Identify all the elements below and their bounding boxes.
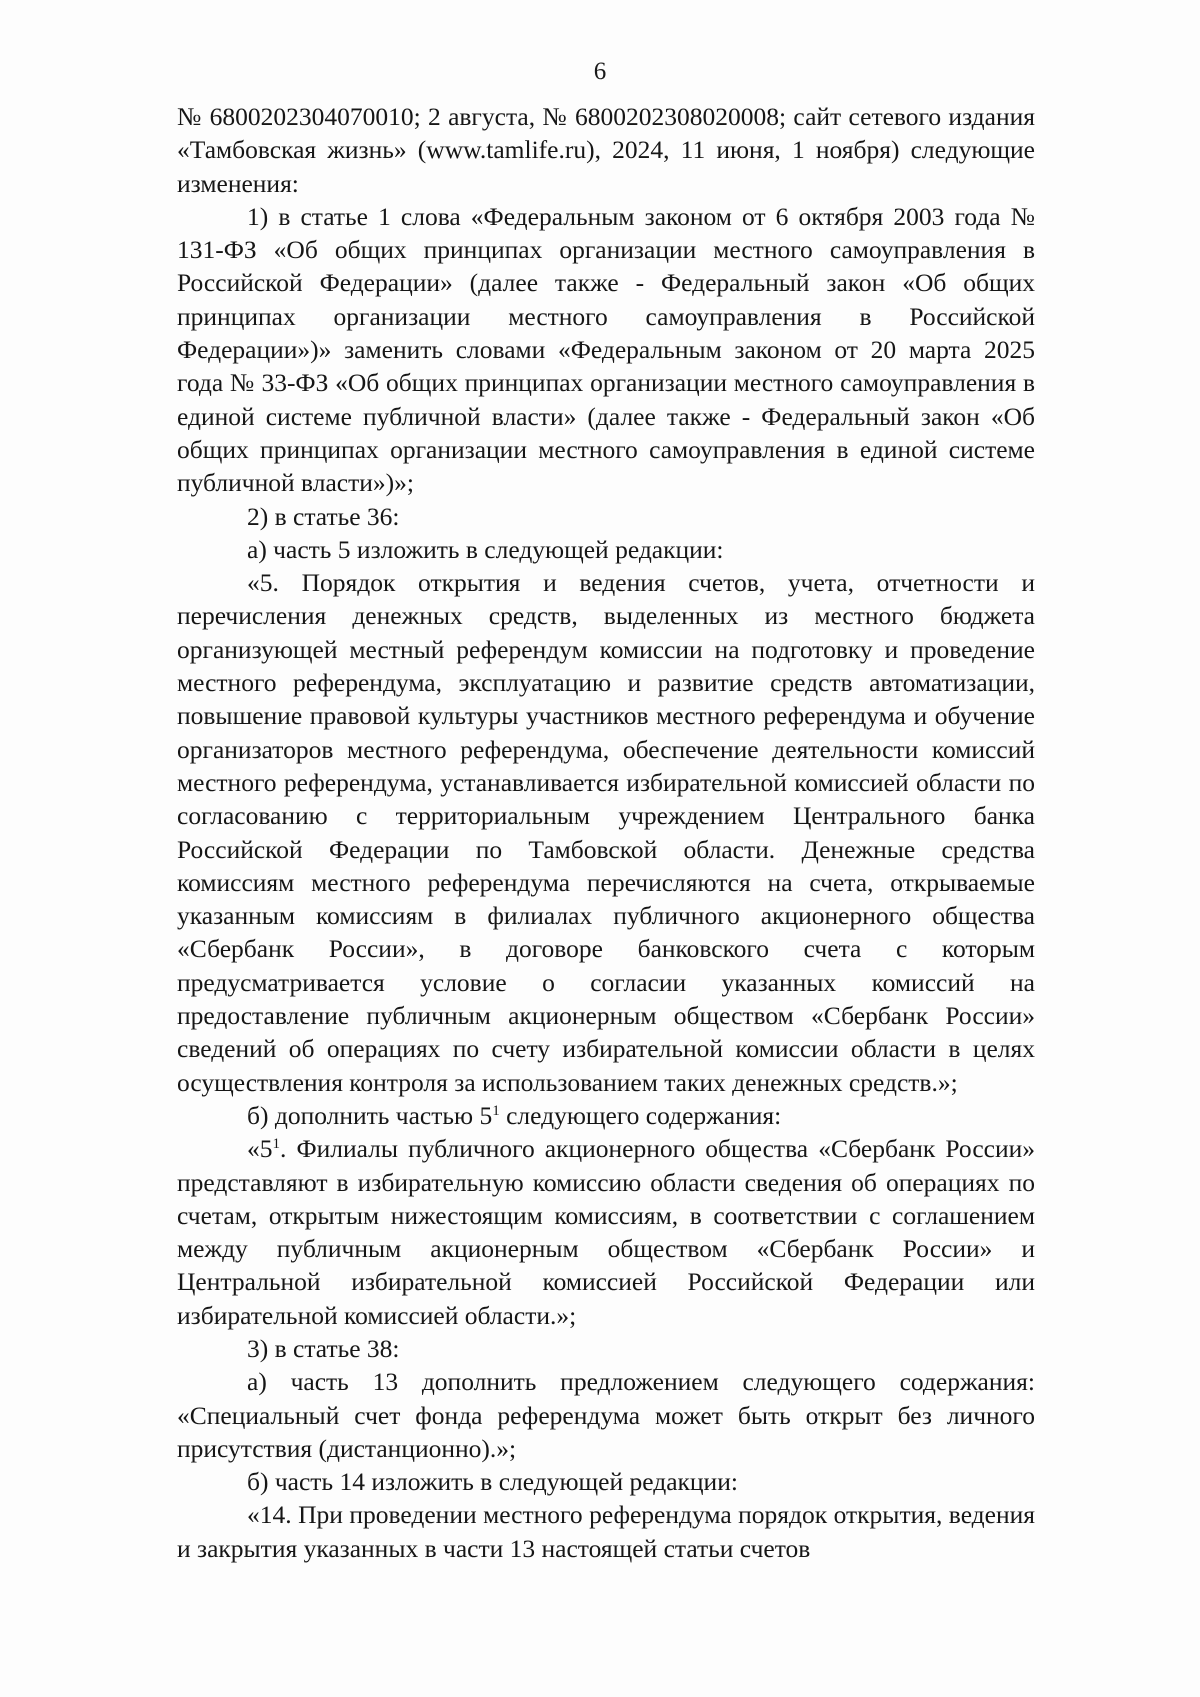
paragraph-amendment-2b [177,1099,1035,1132]
paragraph-amendment-2a: а) часть 5 изложить в следующей редакции: [247,534,724,564]
paragraph-amendment-2b-end: следующего содержания: [499,1100,782,1130]
superscript-index: 1 [492,1102,500,1119]
paragraph-amendment-2b-start: б) дополнить частью 5 [247,1100,493,1130]
document-body [177,100,1035,1565]
paragraph-part-5-1-end: . Филиалы публичного акционерного общества «Сбербанк России» представляют в избирательную комиссию области сведения об операциях по счетам, открытым нижестоящим комиссиям, в соответствии с соглашением между публичным акционерным обществом «Сбербанк России» и Центральной избирательной комиссией Российской Федерации или избирательной комиссией области.»; [177,1134,1035,1330]
paragraph-intro-continuation: № 6800202304070010; 2 августа, № 6800202308020008; сайт сетевого издания «Тамбовская жизнь» (www.tamlife.ru), 2024, 11 июня, 1 ноября) следующие изменения: [177,102,1035,198]
page-number: 6 [593,58,607,85]
paragraph-amendment-1: 1) в статье 1 слова «Федеральным законом от 6 октября 2003 года № 131-ФЗ «Об общих принципах организации местного самоуправления в Российской Федерации» (далее также - Федеральный закон «Об общих принципах организации местного самоуправления в Российской Федерации»)» заменить словами «Федеральным законом от 20 марта 2025 года № 33-ФЗ «Об общих принципах организации местного самоуправления в единой системе публичной власти» (далее также - Федеральный закон «Об общих принципах организации местного самоуправления в единой системе публичной власти»)»; [177,201,1035,498]
paragraph-part-14-text: «14. При проведении местного референдума порядок открытия, ведения и закрытия указанных в части 13 настоящей статьи счетов [177,1500,1035,1563]
paragraph-amendment-2-heading: 2) в статье 36: [247,501,400,531]
paragraph-part-5-text: «5. Порядок открытия и ведения счетов, учета, отчетности и перечисления денежных средств, выделенных из местного бюджета организующей местный референдум комиссии на подготовку и проведение местного референдума, эксплуатацию и развитие средств автоматизации, повышение правовой культуры участников местного референдума и обучение организаторов местного референдума, обеспечение деятельности комиссий местного референдума, устанавливается избирательной комиссией области по согласованию с территориальным учреждением Центрального банка Российской Федерации по Тамбовской области. Денежные средства комиссиям местного референдума перечисляются на счета, открываемые указанным комиссиям в филиалах публичного акционерного общества «Сбербанк России», в договоре банковского счета с которым предусматривается условие о согласии указанных комиссий на предоставление публичным акционерным обществом «Сбербанк России» сведений об операциях по счету избирательной комиссии области в целях осуществления контроля за использованием таких денежных средств.»; [177,568,1035,1097]
paragraph-amendment-3b: б) часть 14 изложить в следующей редакции: [247,1467,738,1497]
superscript-index: 1 [272,1136,280,1153]
paragraph-part-5-1-start: «5 [247,1134,273,1164]
paragraph-amendment-3-heading: 3) в статье 38: [247,1333,400,1363]
paragraph-part-5-1-text [177,1132,1035,1332]
paragraph-amendment-3a: а) часть 13 дополнить предложением следующего содержания: «Специальный счет фонда референдума может быть открыт без личного присутствия (дистанционно).»; [177,1367,1035,1463]
